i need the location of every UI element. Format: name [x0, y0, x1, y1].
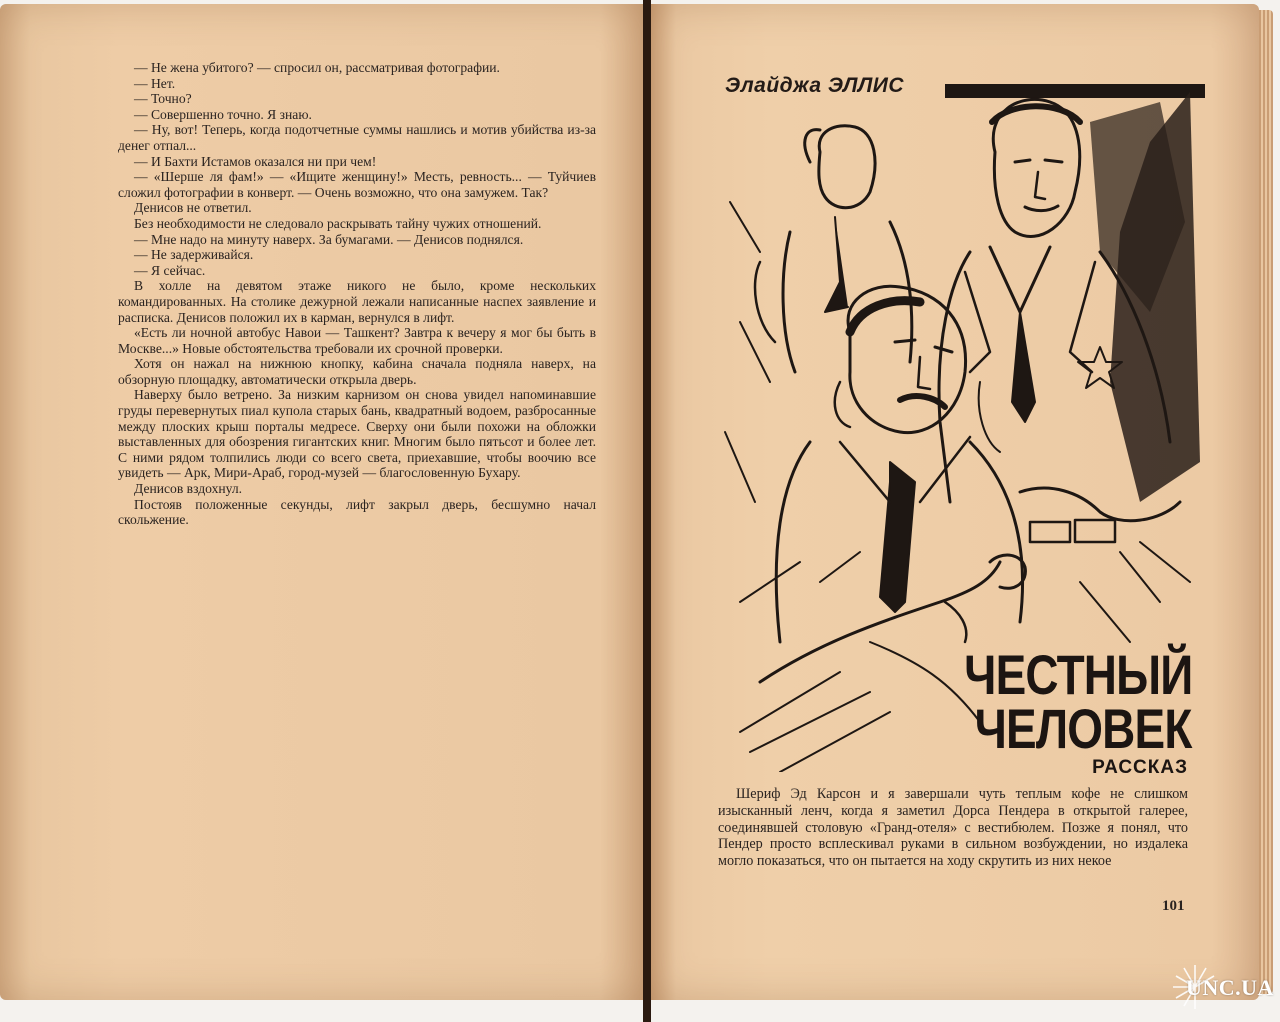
left-paragraph: Наверху было ветрено. За низким карнизом он снова увидел напоминавшие груды перевернутых пиал купола старых бань, квадратный водоем, разбросанные между плоских крыш порталы медресе. Сверху они были похожи на обложки выставленных для обозрения гигантских книг. Многим было пятьсот и более лет. С ними рядом толпились люди со всего света, приехавшие, чтобы воочию все увидеть — Арк, Мири-Араб, город-музей — благословенную Бухару. — [118, 387, 596, 481]
left-paragraph: — Точно? — [134, 91, 192, 107]
left-paragraph: — Не жена убитого? — спросил он, рассматривая фотографии. — [134, 60, 500, 75]
left-paragraph: — Я сейчас. — [134, 262, 206, 278]
left-paragraph: Денисов не ответил. — [134, 200, 252, 216]
page-number: 101 — [1162, 898, 1185, 914]
right-page-text — [718, 786, 1188, 870]
story-title-line-2: ЧЕЛОВЕК — [975, 697, 1192, 760]
right-paragraph: Шериф Эд Карсон и я завершали чуть теплым кофе не слишком изысканный ленч, когда я заметил Дорса Пендера в открытой галерее, соединявшей столовую «Гранд-отеля» с вестибюлем. Позже я понял, что Пендер просто всплескивал руками в сильном возбуждении, но издалека могло показаться, что он пытается на ходу скрутить из них некое — [718, 786, 1188, 870]
left-paragraph: — «Шерше ля фам!» — «Ищите женщину!» Месть, ревность... — Туйчиев сложил фотографии в конверт. — Очень возможно, что она замужем. Так? — [118, 169, 596, 200]
left-paragraph: — Совершенно точно. Я знаю. — [134, 106, 312, 122]
left-page-text — [118, 60, 596, 528]
bleed-through-shadow — [100, 640, 570, 740]
book-gutter — [643, 0, 651, 1022]
left-paragraph: — И Бахти Истамов оказался ни при чем! — [134, 153, 377, 169]
story-title-line-1: ЧЕСТНЫЙ — [963, 643, 1192, 706]
page-edges — [1259, 10, 1273, 994]
left-paragraph: — Мне надо на минуту наверх. За бумагами. — Денисов поднялся. — [134, 231, 524, 247]
author-name: Элайджа ЭЛЛИС — [725, 74, 905, 97]
left-paragraph: — Нет. — [134, 75, 176, 91]
left-paragraph: «Есть ли ночной автобус Навои — Ташкент? Завтра к вечеру я мог бы быть в Москве...» Новые обстоятельства требовали их срочной проверки. — [118, 325, 596, 356]
left-paragraph: — Не задерживайся. — [134, 247, 254, 263]
left-paragraph: Без необходимости не следовало раскрывать тайну чужих отношений. — [134, 215, 542, 231]
left-paragraph: В холле на девятом этаже никого не было, кроме нескольких командированных. На столике дежурной лежали написанные наспех заявление и расписка. Денисов положил их в карман, вернулся в лифт. — [118, 278, 596, 325]
left-paragraph: Денисов вздохнул. — [134, 481, 243, 497]
left-paragraph: — Ну, вот! Теперь, когда подотчетные суммы нашлись и мотив убийства из-за денег отпал... — [118, 122, 596, 153]
story-subtitle: РАССКАЗ — [1092, 757, 1188, 778]
left-paragraph: Хотя он нажал на нижнюю кнопку, кабина сначала подняла наверх, на обзорную площадку, автоматически открыла дверь. — [118, 356, 596, 387]
left-paragraph: Постояв положенные секунды, лифт закрыл дверь, бесшумно начал скольжение. — [118, 496, 596, 528]
watermark-text: UNC.UA — [1186, 975, 1274, 1000]
